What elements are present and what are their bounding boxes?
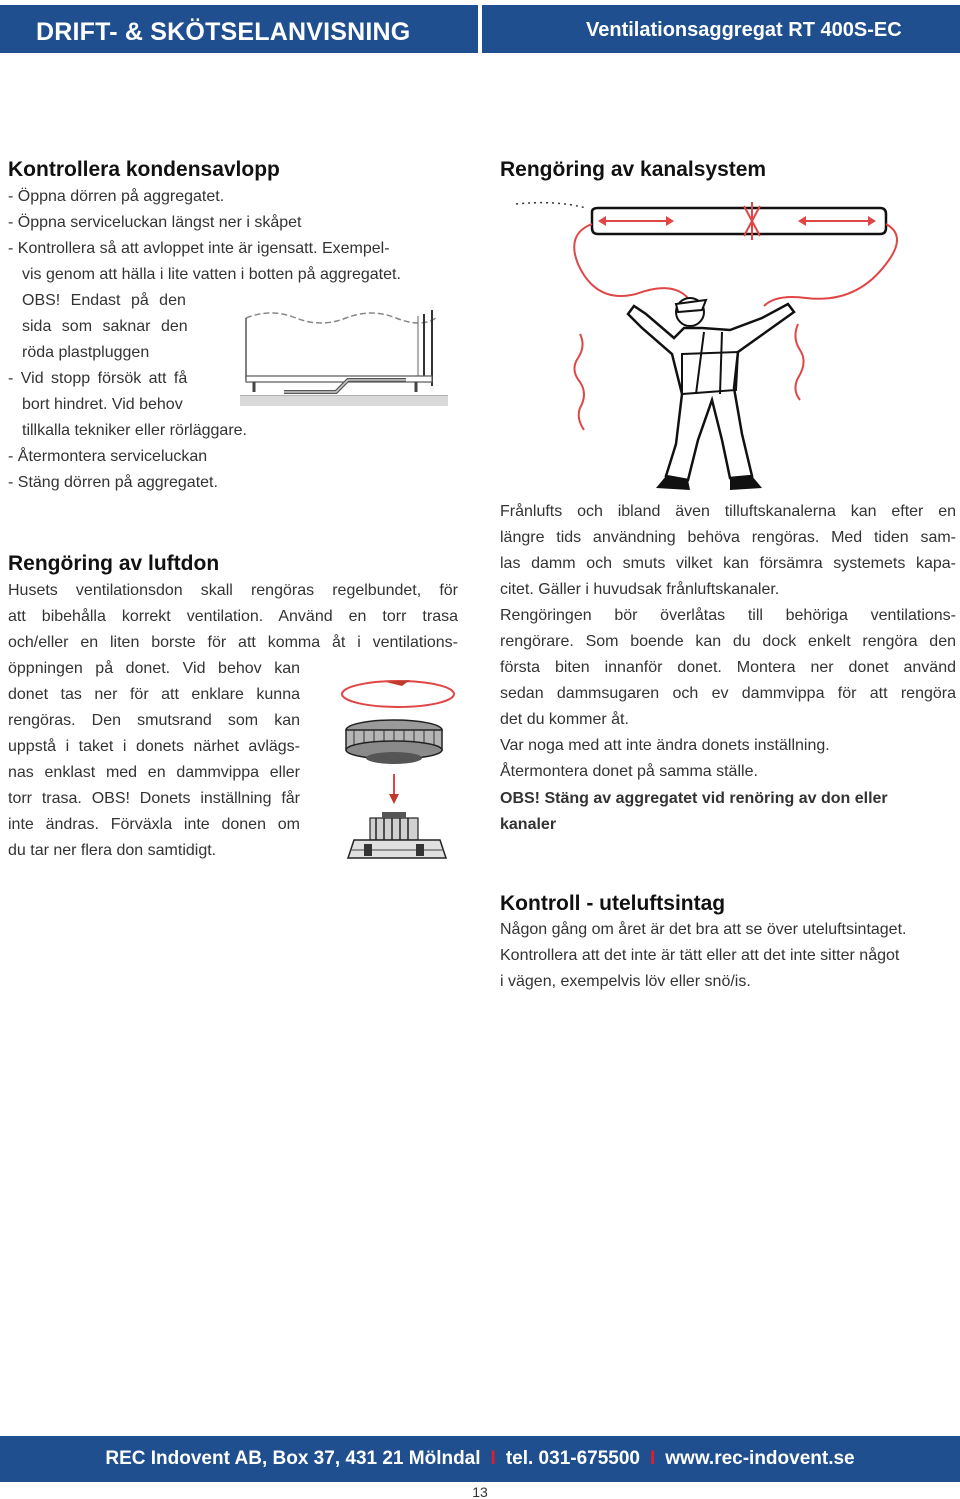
text-line: Husets ventilationsdon skall rengöras regelbundet, för bbox=[8, 582, 458, 599]
text-line: las damm och smuts vilket kan försämra systemets kapa- bbox=[500, 555, 956, 572]
page-footer bbox=[0, 1436, 960, 1482]
text-line: bort hindret. Vid behov bbox=[22, 396, 183, 413]
text-line: i vägen, exempelvis löv eller snö/is. bbox=[500, 973, 751, 990]
page-number: 13 bbox=[472, 1484, 488, 1499]
footer-separator: I bbox=[650, 1448, 656, 1469]
text-line: citet. Gäller i huvudsak frånluftskanaler. bbox=[500, 581, 780, 598]
text-line: OBS! Endast på den bbox=[22, 292, 186, 309]
footer-company: REC Indovent AB, Box 37, 431 21 Mölndal bbox=[105, 1448, 481, 1469]
footer-separator: I bbox=[490, 1448, 496, 1469]
text-line: uppstå i taket i donets närhet avlägs- bbox=[8, 738, 300, 755]
condensate-drain-illustration bbox=[236, 300, 452, 412]
text-line: Kontrollera att det inte är tätt eller att det inte sitter något bbox=[500, 947, 900, 964]
text-line: donet tas ner för att enklare kunna bbox=[8, 686, 300, 703]
text-line: det du kommer åt. bbox=[500, 711, 629, 728]
text-line: du tar ner flera don samtidigt. bbox=[8, 842, 217, 859]
valve-removal-illustration bbox=[336, 672, 462, 868]
text-line: Återmontera donet på samma ställe. bbox=[500, 763, 758, 780]
text-line: nas enklast med en dammvippa eller bbox=[8, 764, 300, 781]
text-line: första biten innanför donet. Montera ner donet använd bbox=[500, 659, 956, 676]
section-title-kanalsystem: Rengöring av kanalsystem bbox=[500, 158, 767, 181]
text-line: och/eller en liten borste för att komma åt i ventilations- bbox=[8, 634, 458, 651]
section-title-kondensavlopp: Kontrollera kondensavlopp bbox=[8, 158, 280, 181]
text-line: - Kontrollera så att avloppet inte är igensatt. Exempel- bbox=[8, 240, 390, 257]
text-line: - Återmontera serviceluckan bbox=[8, 448, 208, 465]
text-line: röda plastpluggen bbox=[22, 344, 150, 361]
warning-text: kanaler bbox=[500, 816, 557, 833]
section-title-uteluftsintag: Kontroll - uteluftsintag bbox=[500, 892, 726, 915]
text-line: torr trasa. OBS! Donets inställning får bbox=[8, 790, 300, 807]
warning-text: OBS! Stäng av aggregatet vid renöring av don eller bbox=[500, 790, 888, 807]
text-line: inte ändras. Förväxla inte donen om bbox=[8, 816, 300, 833]
text-line: - Vid stopp försök att få bbox=[8, 370, 188, 387]
duct-cleaning-illustration bbox=[516, 194, 960, 494]
text-line: Någon gång om året är det bra att se över uteluftsintaget. bbox=[500, 921, 907, 938]
text-line: rengörare. Som boende kan du dock enkelt rengöra den bbox=[500, 633, 956, 650]
text-line: Var noga med att inte ändra donets inställning. bbox=[500, 737, 830, 754]
text-line: Rengöringen bör överlåtas till behöriga ventilations- bbox=[500, 607, 956, 624]
text-line: tillkalla tekniker eller rörläggare. bbox=[22, 422, 247, 439]
section-title-luftdon: Rengöring av luftdon bbox=[8, 552, 220, 575]
text-line: längre tids användning behöva rengöras. Med tiden sam- bbox=[500, 529, 956, 546]
text-line: rengöras. Den smutsrand som kan bbox=[8, 712, 300, 729]
text-line: att bibehålla korrekt ventilation. Använd en torr trasa bbox=[8, 608, 458, 625]
footer-phone: tel. 031-675500 bbox=[505, 1448, 640, 1469]
text-line: öppningen på donet. Vid behov kan bbox=[8, 660, 300, 677]
text-line: sedan dammsugaren och ev dammvippa för att rengöra bbox=[500, 685, 956, 702]
text-line: vis genom att hälla i lite vatten i botten på aggregatet. bbox=[22, 266, 401, 283]
document-title: DRIFT- & SKÖTSELANVISNING bbox=[0, 5, 478, 53]
text-line: sida som saknar den bbox=[22, 318, 188, 335]
product-title: Ventilationsaggregat RT 400S-EC bbox=[482, 5, 960, 53]
text-line: - Öppna serviceluckan längst ner i skåpet bbox=[8, 214, 302, 231]
text-line: - Öppna dörren på aggregatet. bbox=[8, 188, 225, 205]
text-line: Frånlufts och ibland även tilluftskanalerna kan efter en bbox=[500, 503, 956, 520]
text-line: - Stäng dörren på aggregatet. bbox=[8, 474, 218, 491]
footer-website-link[interactable]: www.rec-indovent.se bbox=[665, 1448, 855, 1469]
page-header bbox=[0, 5, 960, 53]
